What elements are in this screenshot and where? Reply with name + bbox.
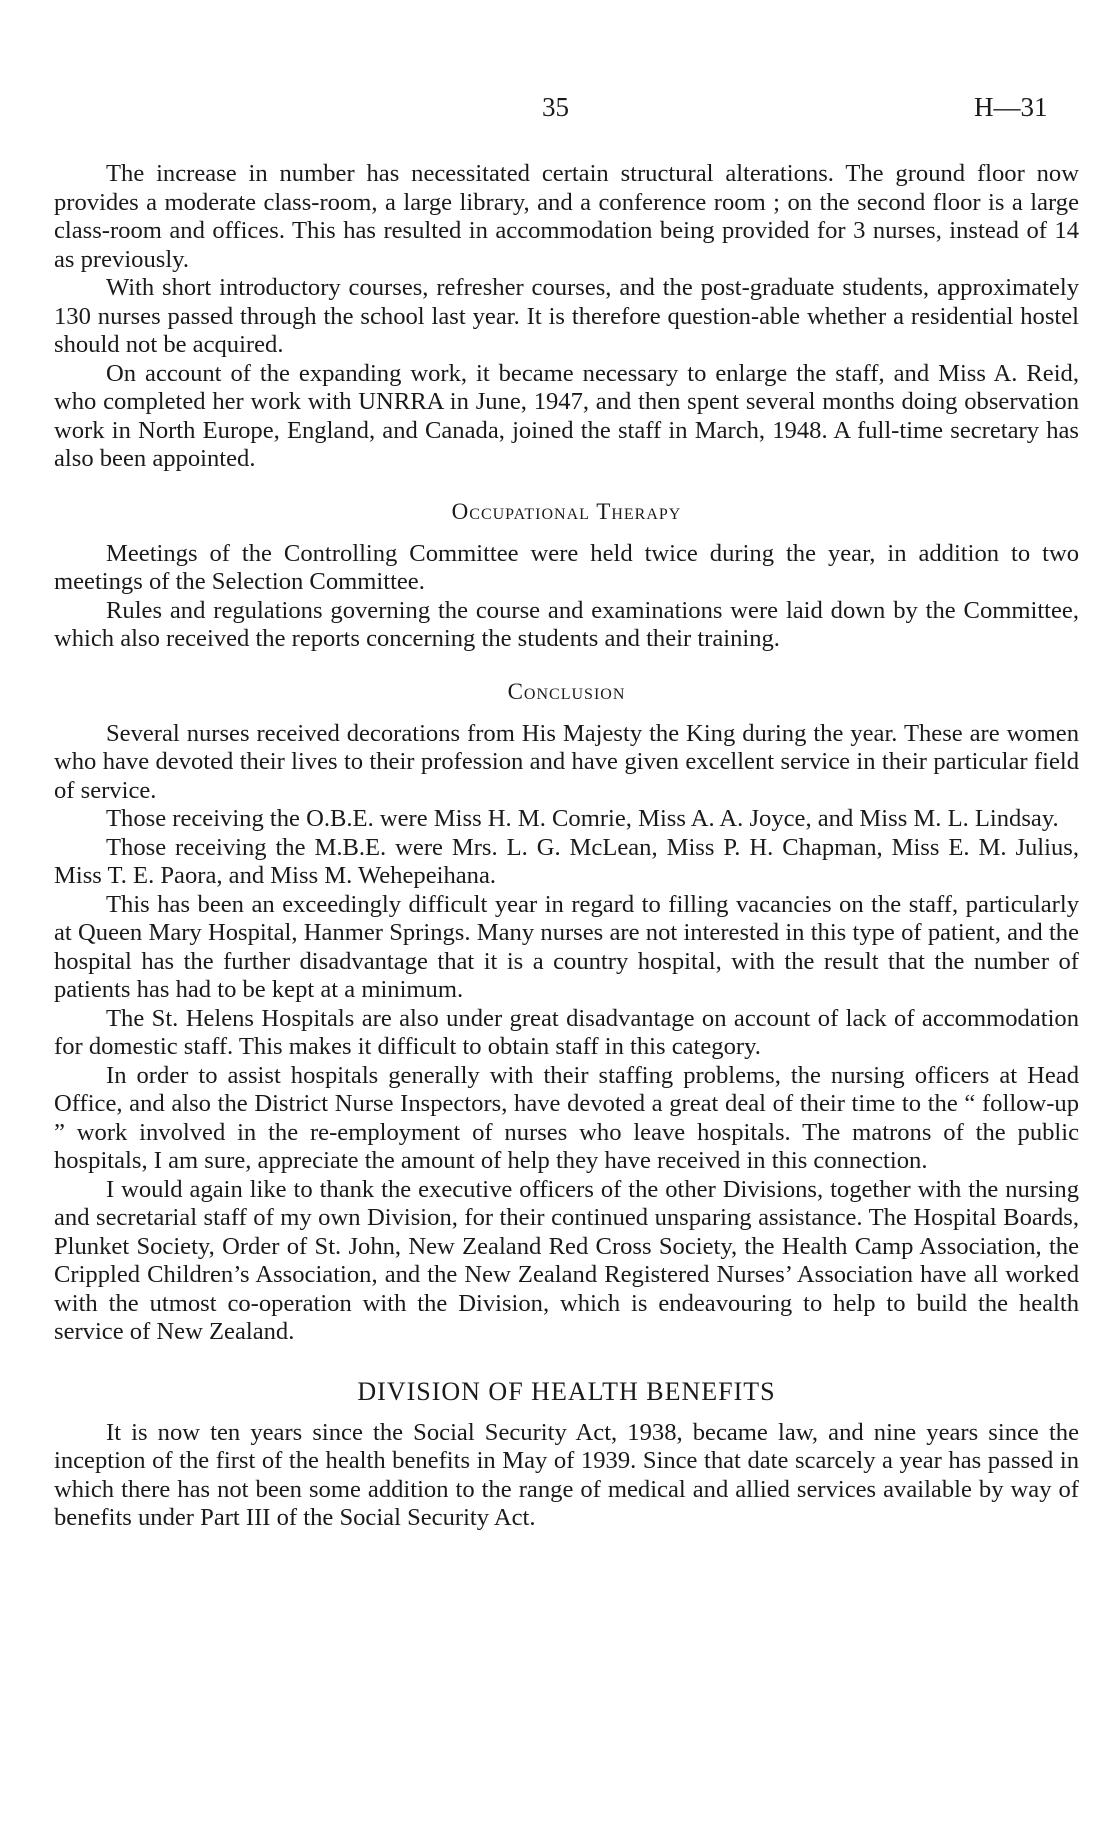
paragraph: With short introductory courses, refresher courses, and the post-graduate students, approximately 130 nurses passed through the school last year. It is therefore question-able whether a residential hostel should not be acquired.: [54, 274, 1079, 358]
paragraph: On account of the expanding work, it became necessary to enlarge the staff, and Miss A. Reid, who completed her work with UNRRA in June, 1947, and then spent several months doing observation work in North Europe, England, and Canada, joined the staff in March, 1948. A full-time secretary has also been appointed.: [54, 359, 1079, 472]
paragraph: This has been an exceedingly difficult year in regard to filling vacancies on the staff, particularly at Queen Mary Hospital, Hanmer Springs. Many nurses are not interested in this type of patient, and the hospital has the further disadvantage that it is a country hospital, with the result that the number of patients has had to be kept at a minimum.: [54, 890, 1079, 1003]
page-header: [0, 92, 1114, 132]
page-body: [54, 160, 1079, 1533]
paragraph: The increase in number has necessitated certain structural alterations. The ground floor now provides a moderate class-room, a large library, and a conference room ; on the second floor is a large class-room and offices. This has resulted in accommodation being provided for 3 nurses, instead of 14 as previously.: [54, 160, 1079, 273]
paragraph: The St. Helens Hospitals are also under great disadvantage on account of lack of accommodation for domestic staff. This makes it difficult to obtain staff in this category.: [54, 1004, 1079, 1060]
paragraph: Meetings of the Controlling Committee were held twice during the year, in addition to two meetings of the Selection Committee.: [54, 539, 1079, 595]
paragraph: Rules and regulations governing the course and examinations were laid down by the Committee, which also received the reports concerning the students and their training.: [54, 596, 1079, 652]
division-heading-health-benefits: DIVISION OF HEALTH BENEFITS: [357, 1376, 776, 1406]
section-heading-occupational-therapy: Occupational Therapy: [451, 498, 682, 524]
paragraph: Those receiving the M.B.E. were Mrs. L. G. McLean, Miss P. H. Chapman, Miss E. M. Julius, Miss T. E. Paora, and Miss M. Wehepeihana.: [54, 833, 1079, 889]
paragraph: In order to assist hospitals generally with their staffing problems, the nursing officers at Head Office, and also the District Nurse Inspectors, have devoted a great deal of their time to the “ follow-up ” work involved in the re-employment of nurses who leave hospitals. The matrons of the public hospitals, I am sure, appreciate the amount of help they have received in this connection.: [54, 1061, 1079, 1174]
paragraph: It is now ten years since the Social Security Act, 1938, became law, and nine years since the inception of the first of the health benefits in May of 1939. Since that date scarcely a year has passed in which there has not been some addition to the range of medical and allied services available by way of benefits under Part III of the Social Security Act.: [54, 1418, 1079, 1531]
paragraph: I would again like to thank the executive officers of the other Divisions, together with the nursing and secretarial staff of my own Division, for their continued unsparing assistance. The Hospital Boards, Plunket Society, Order of St. John, New Zealand Red Cross Society, the Health Camp Association, the Crippled Children’s Association, and the New Zealand Registered Nurses’ Association have all worked with the utmost co-operation with the Division, which is endeavouring to help to build the health service of New Zealand.: [54, 1175, 1079, 1345]
document-reference: H—31: [974, 92, 1048, 122]
paragraph: Several nurses received decorations from His Majesty the King during the year. These are women who have devoted their lives to their profession and have given excellent service in their particular field of service.: [54, 719, 1079, 804]
paragraph: Those receiving the O.B.E. were Miss H. M. Comrie, Miss A. A. Joyce, and Miss M. L. Lindsay.: [106, 805, 1059, 832]
section-heading-conclusion: Conclusion: [507, 678, 626, 704]
page-number: 35: [542, 92, 569, 122]
